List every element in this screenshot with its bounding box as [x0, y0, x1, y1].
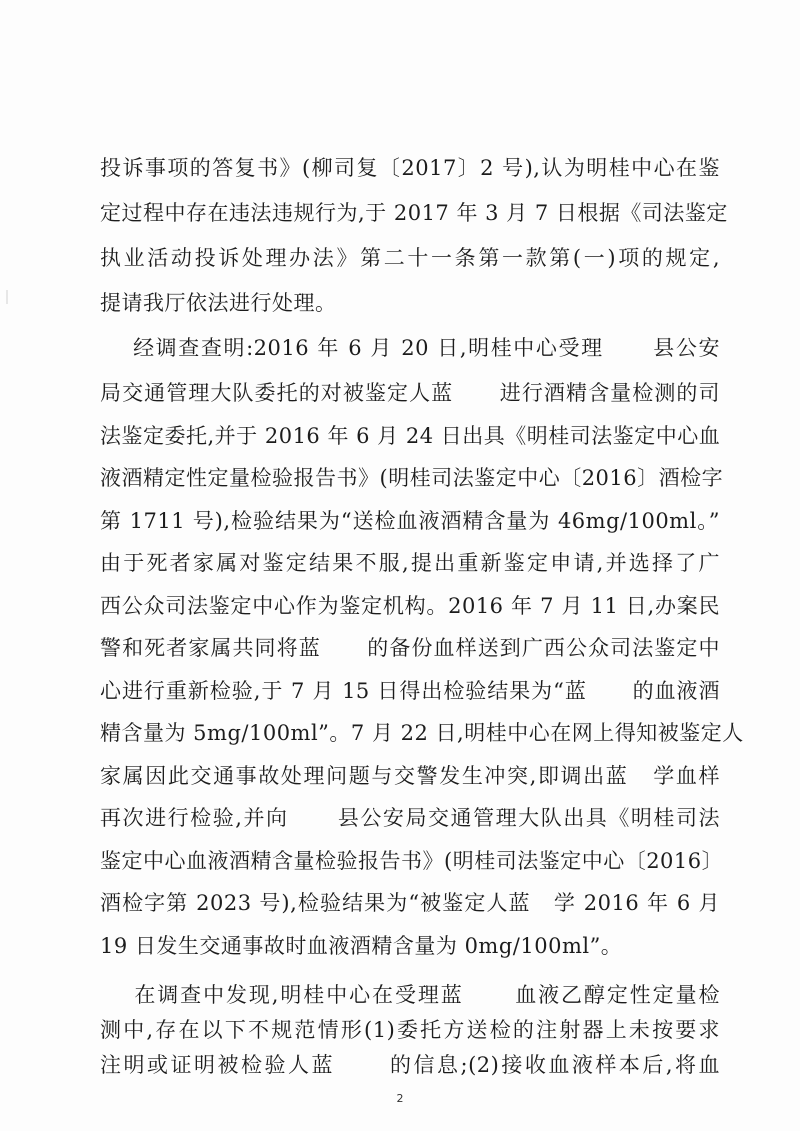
- text-line: 西公众司法鉴定中心作为鉴定机构。2016 年 7 月 11 日,办案民: [100, 594, 720, 618]
- text-line: 精含量为 5mg/100ml”。7 月 22 日,明桂中心在网上得知被鉴定人: [100, 721, 744, 745]
- text-line: 局交通管理大队委托的对被鉴定人蓝 进行酒精含量检测的司: [100, 381, 720, 405]
- text-line: 法鉴定委托,并于 2016 年 6 月 24 日出具《明桂司法鉴定中心血: [100, 424, 721, 448]
- text-line: 鉴定中心血液酒精含量检验报告书》(明桂司法鉴定中心〔2016〕: [100, 849, 724, 873]
- text-line: 再次进行检验,并向 县公安局交通管理大队出具《明桂司法: [100, 806, 720, 830]
- text-line: 经调查查明:2016 年 6 月 20 日,明桂中心受理 县公安: [100, 336, 720, 360]
- scan-edge-mark: [6, 290, 8, 304]
- text-line: 19 日发生交通事故时血液酒精含量为 0mg/100ml”。: [100, 934, 623, 958]
- page-number: 2: [396, 1092, 404, 1105]
- text-line: 家属因此交通事故处理问题与交警发生冲突,即调出蓝 学血样: [100, 764, 720, 788]
- text-line: 注明或证明被检验人蓝 的信息;(2)接收血液样本后,将血: [100, 1053, 720, 1077]
- text-line: 第 1711 号),检验结果为“送检血液酒精含量为 46mg/100ml。”: [100, 509, 720, 533]
- text-line: 提请我厅依法进行处理。: [100, 291, 337, 315]
- text-line: 定过程中存在违法违规行为,于 2017 年 3 月 7 日根据《司法鉴定: [100, 201, 728, 225]
- text-line: 执业活动投诉处理办法》第二十一条第一款第(一)项的规定,: [100, 246, 720, 270]
- text-line: 由于死者家属对鉴定结果不服,提出重新鉴定申请,并选择了广: [100, 551, 720, 575]
- text-line: 液酒精定性定量检验报告书》(明桂司法鉴定中心〔2016〕酒检字: [100, 466, 724, 490]
- text-line: 投诉事项的答复书》(柳司复〔2017〕2 号),认为明桂中心在鉴: [100, 156, 720, 180]
- text-line: 酒检字第 2023 号),检验结果为“被鉴定人蓝 学 2016 年 6 月: [100, 891, 720, 915]
- text-line: 警和死者家属共同将蓝 的备份血样送到广西公众司法鉴定中: [100, 636, 720, 660]
- text-line: 测中,存在以下不规范情形(1)委托方送检的注射器上未按要求: [100, 1018, 720, 1042]
- text-line: 在调查中发现,明桂中心在受理蓝 血液乙醇定性定量检: [100, 983, 720, 1007]
- text-line: 心进行重新检验,于 7 月 15 日得出检验结果为“蓝 的血液酒: [100, 679, 720, 703]
